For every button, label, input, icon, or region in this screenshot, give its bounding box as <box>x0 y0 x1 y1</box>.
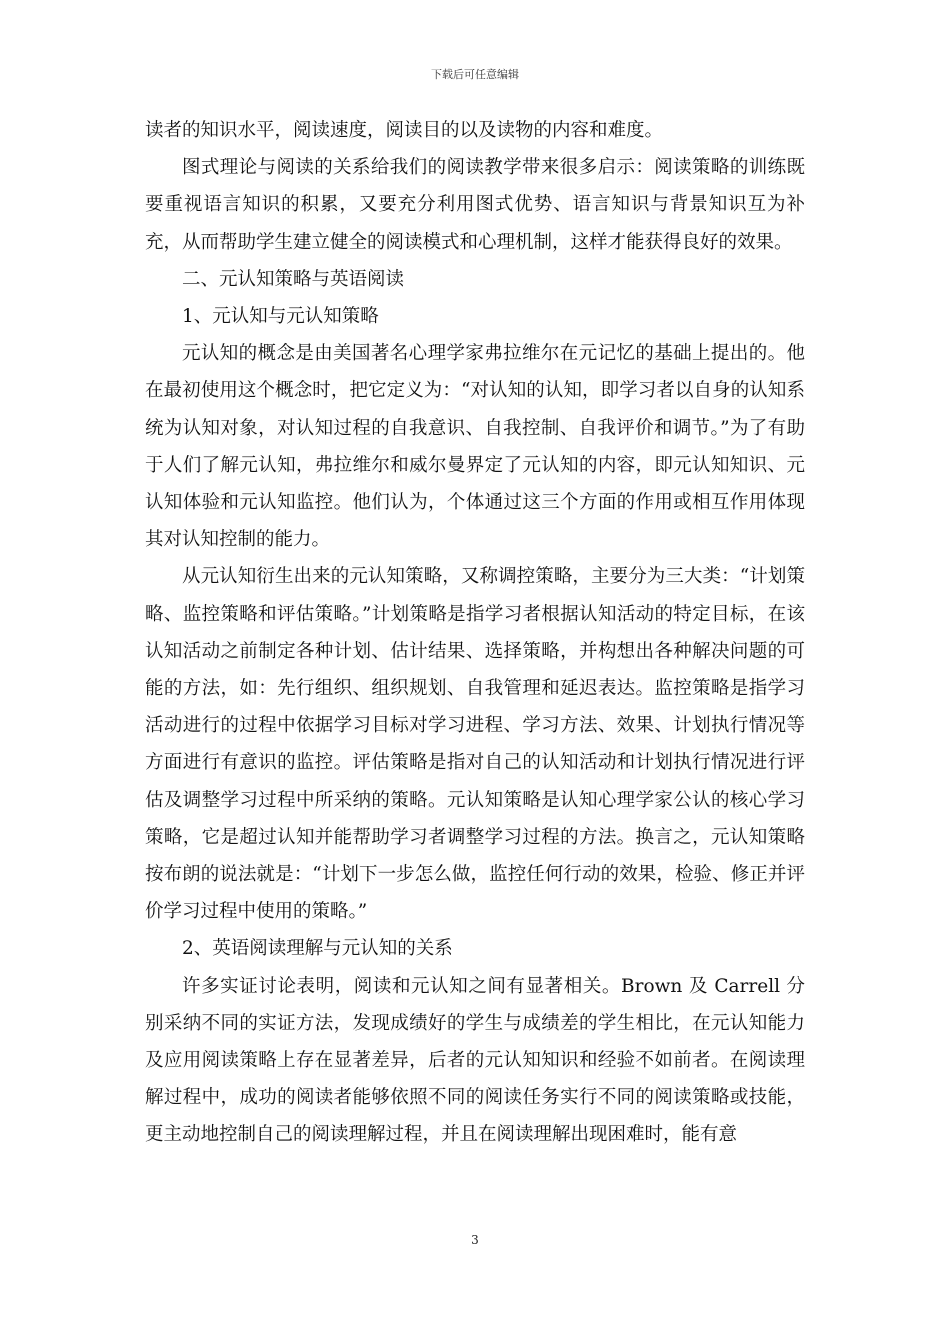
subsection-heading-1: 1、元认知与元认知策略 <box>182 306 379 328</box>
subsection-heading-2: 2、英语阅读理解与元认知的关系 <box>182 938 453 960</box>
page-header: 下载后可任意编辑 <box>431 68 519 81</box>
paragraph-2: 图式理论与阅读的关系给我们的阅读教学带来很多启示：阅读策略的训练既要重视语言知识的积累，又要充分利用图式优势、语言知识与背景知识互为补充，从而帮助学生建立健全的阅读模式和心理机制，这样才能获得良好的效果。 <box>145 157 805 253</box>
paragraph-1: 读者的知识水平，阅读速度，阅读目的以及读物的内容和难度。 <box>145 120 664 141</box>
paragraph-3: 元认知的概念是由美国著名心理学家弗拉维尔在元记忆的基础上提出的。他在最初使用这个概念时，把它定义为：“对认知的认知，即学习者以自身的认知系统为认知对象，对认知过程的自我意识、自我控制、自我评价和调节。”为了有助于人们了解元认知，弗拉维尔和威尔曼界定了元认知的内容，即元认知知识、元认知体验和元认知监控。他们认为，个体通过这三个方面的作用或相互作用体现其对认知控制的能力。 <box>145 343 805 551</box>
section-heading-2: 二、元认知策略与英语阅读 <box>182 268 405 290</box>
paragraph-4: 从元认知衍生出来的元认知策略，又称调控策略，主要分为三大类：“计划策略、监控策略和评估策略。”计划策略是指学习者根据认知活动的特定目标，在该认知活动之前制定各种计划、估计结果、选择策略，并构想出各种解决问题的可能的方法，如：先行组织、组织规划、自我管理和延迟表达。监控策略是指学习活动进行的过程中依据学习目标对学习进程、学习方法、效果、计划执行情况等方面进行有意识的监控。评估策略是指对自己的认知活动和计划执行情况进行评估及调整学习过程中所采纳的策略。元认知策略是认知心理学家公认的核心学习策略，它是超过认知并能帮助学习者调整学习过程的方法。换言之，元认知策略按布朗的说法就是：“计划下一步怎么做，监控任何行动的效果，检验、修正并评价学习过程中使用的策略。” <box>145 566 805 923</box>
page-number: 3 <box>471 1233 479 1247</box>
paragraph-5: 许多实证讨论表明，阅读和元认知之间有显著相关。Brown 及 Carrell 分别采纳不同的实证方法，发现成绩好的学生与成绩差的学生相比，在元认知能力及应用阅读策略上存在显著差异，后者的元认知知识和经验不如前者。在阅读理解过程中，成功的阅读者能够依照不同的阅读任务实行不同的阅读策略或技能，更主动地控制自己的阅读理解过程，并且在阅读理解出现困难时，能有意 <box>145 975 805 1146</box>
document-body <box>145 112 805 1154</box>
